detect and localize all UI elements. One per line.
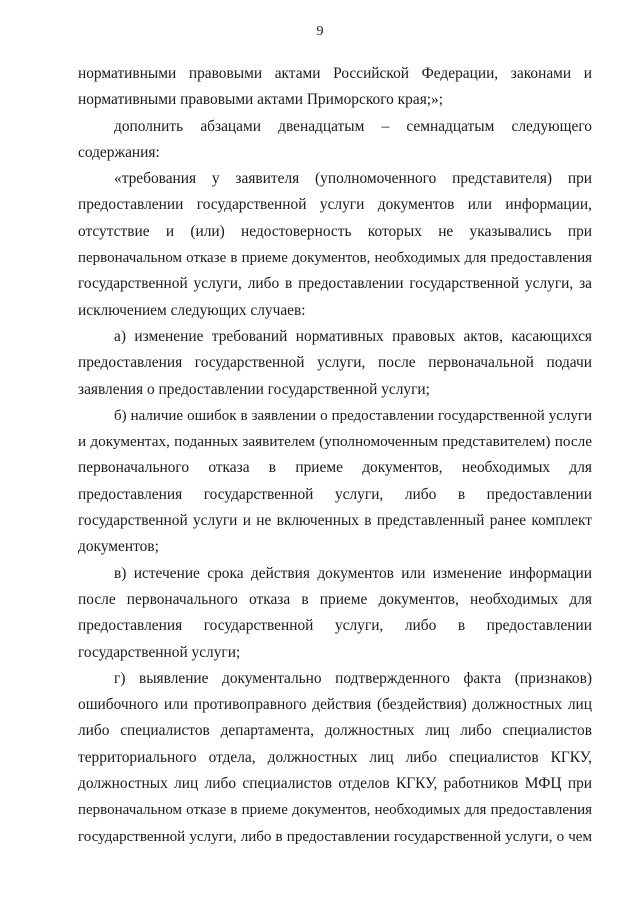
- text-line: б) наличие ошибок в заявлении о предоставлении государственной услуги: [114, 407, 592, 424]
- text-line: предоставления государственной услуги, после первоначальной подачи: [78, 354, 592, 372]
- document-body: [78, 61, 592, 850]
- text-line: государственной услуги;: [78, 643, 241, 661]
- text-line: дополнить абзацами двенадцатым – семнадцатым следующего: [114, 117, 592, 135]
- text-line: после первоначального отказа в приеме документов, необходимых для: [78, 590, 592, 608]
- text-line: первоначальном отказе в приеме документов, необходимых для предоставления: [78, 250, 592, 267]
- text-line: предоставления государственной услуги, либо в предоставлении: [78, 485, 592, 503]
- text-line: отсутствие и (или) недостоверность которых не указывались при: [78, 222, 592, 240]
- text-line: должностных лиц либо специалистов отделов КГКУ, работников МФЦ при: [78, 775, 592, 793]
- text-line: территориального отдела, должностных лиц либо специалистов КГКУ,: [78, 748, 592, 766]
- text-line: предоставления государственной услуги, либо в предоставлении: [78, 617, 592, 635]
- text-line: государственной услуги и не включенных в представленный ранее комплект: [78, 512, 592, 530]
- text-line: первоначального отказа в приеме документов, необходимых для: [78, 459, 592, 477]
- text-line: нормативными правовыми актами Приморского края;»;: [78, 91, 444, 109]
- text-line: ошибочного или противоправного действия (бездействия) должностных лиц: [78, 696, 592, 714]
- text-line: «требования у заявителя (уполномоченного представителя) при: [114, 170, 592, 188]
- text-line: государственной услуги, либо в предоставлении государственной услуги, о чем: [78, 828, 592, 845]
- text-line: документов;: [78, 538, 159, 556]
- text-line: предоставлении государственной услуги документов или информации,: [78, 196, 592, 214]
- text-line: первоначальном отказе в приеме документов, необходимых для предоставления: [78, 802, 592, 819]
- text-line: исключением следующих случаев:: [78, 301, 306, 319]
- text-line: в) истечение срока действия документов или изменение информации: [114, 564, 592, 582]
- text-line: государственной услуги, либо в предоставлении государственной услуги, за: [78, 275, 592, 293]
- text-line: содержания:: [78, 143, 160, 161]
- text-line: заявления о предоставлении государственной услуги;: [78, 380, 430, 398]
- page-number: 9: [316, 24, 324, 39]
- text-line: а) изменение требований нормативных правовых актов, касающихся: [114, 327, 592, 345]
- text-line: нормативными правовыми актами Российской Федерации, законами и: [78, 65, 592, 82]
- text-line: г) выявление документально подтвержденного факта (признаков): [114, 669, 592, 687]
- text-line: и документах, поданных заявителем (уполномоченным представителем) после: [78, 433, 592, 451]
- text-line: либо специалистов департамента, должностных лиц либо специалистов: [78, 722, 592, 740]
